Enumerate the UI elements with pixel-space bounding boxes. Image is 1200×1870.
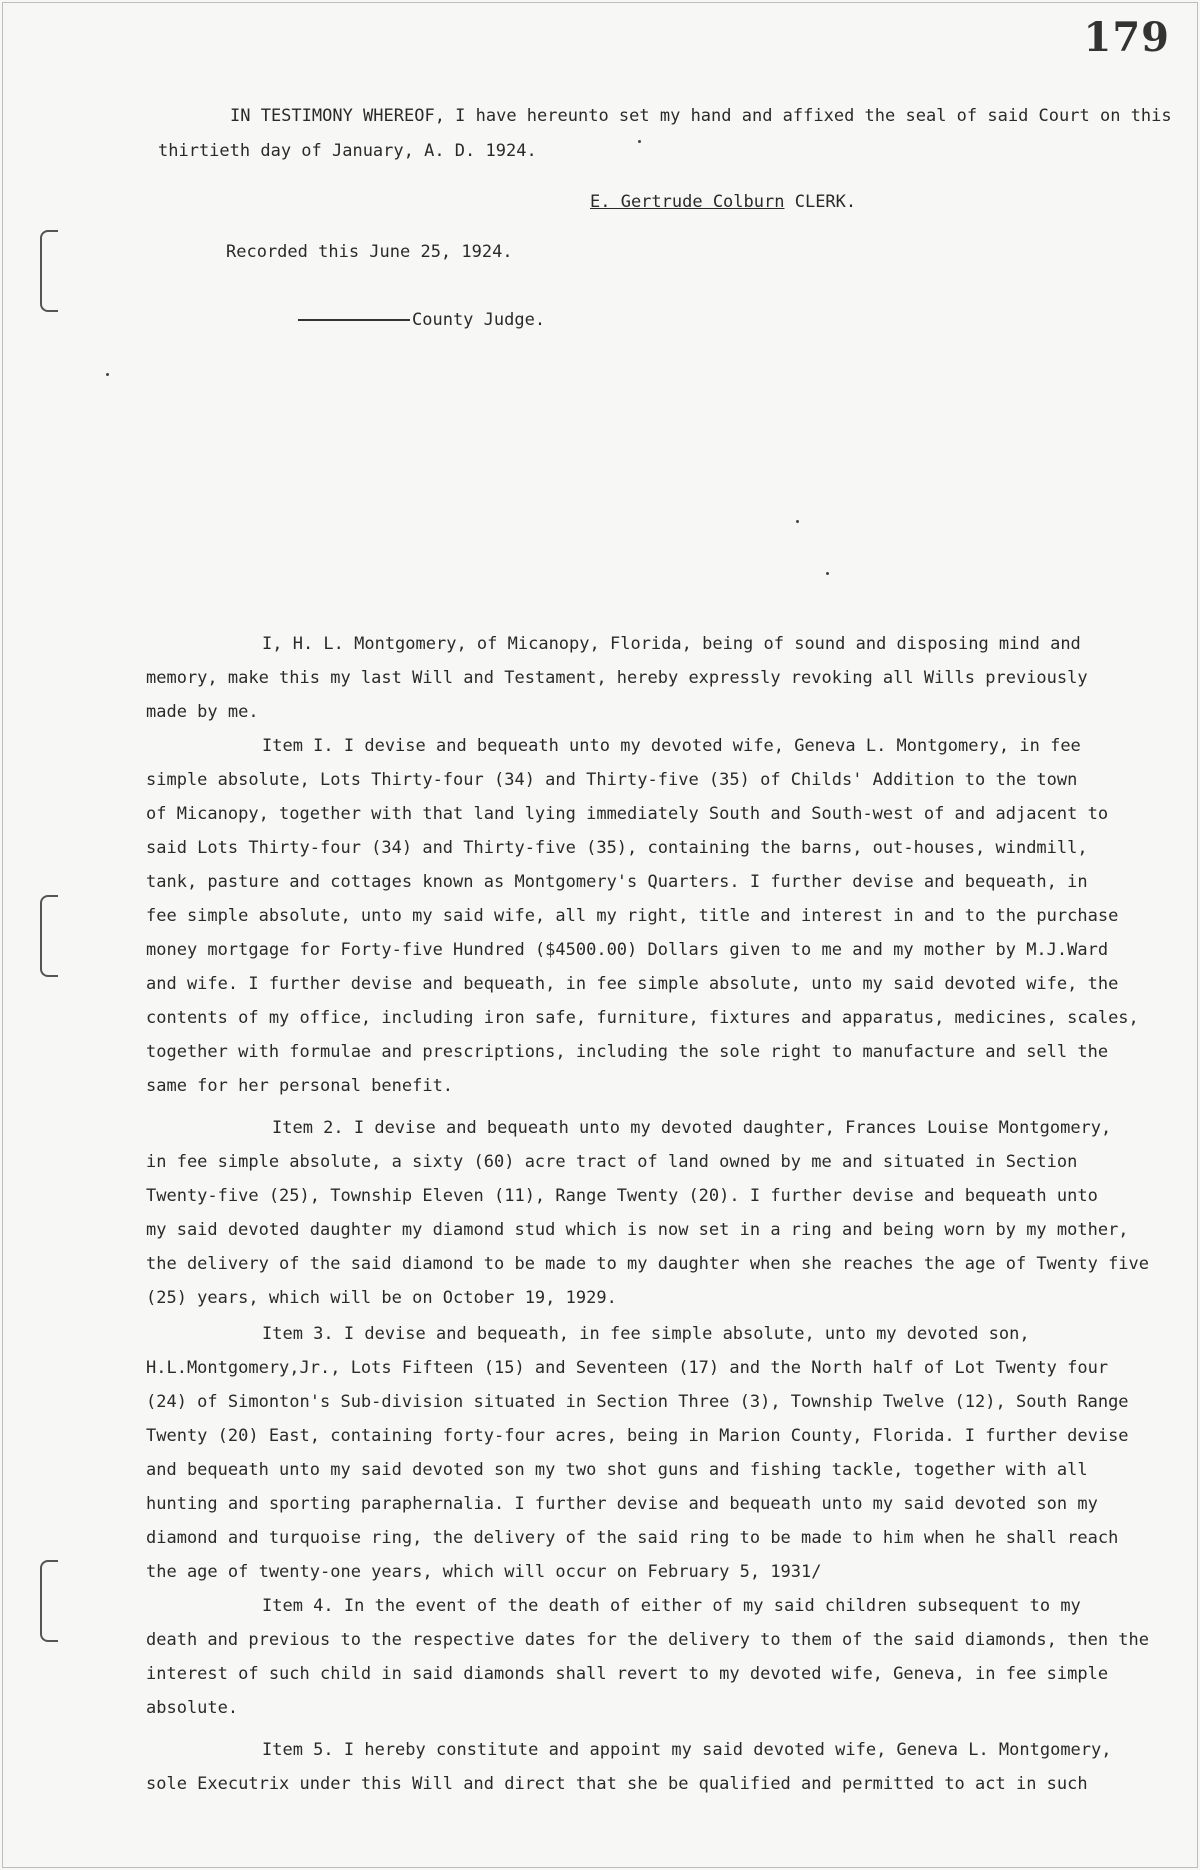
testimony-line-2: thirtieth day of January, A. D. 1924. — [158, 141, 537, 161]
margin-bracket — [40, 895, 58, 977]
will-line: Item 4. In the event of the death of either of my said children subsequent to my — [262, 1596, 1081, 1616]
will-line: tank, pasture and cottages known as Montgomery's Quarters. I further devise and bequeath, in — [146, 872, 1088, 892]
clerk-title: CLERK. — [794, 192, 857, 212]
will-line: and bequeath unto my said devoted son my two shot guns and fishing tackle, together with all — [146, 1460, 1088, 1480]
will-line: of Micanopy, together with that land lying immediately South and South-west of and adjacent to — [146, 804, 1109, 824]
will-line: H.L.Montgomery,Jr., Lots Fifteen (15) and Seventeen (17) and the North half of Lot Twenty four — [146, 1358, 1109, 1378]
testimony-line-1: IN TESTIMONY WHEREOF, I have hereunto set my hand and affixed the seal of said Court on this — [230, 106, 1172, 126]
will-line: Item 5. I hereby constitute and appoint my said devoted wife, Geneva L. Montgomery, — [262, 1740, 1112, 1760]
will-line: same for her personal benefit. — [146, 1076, 454, 1096]
will-line: contents of my office, including iron safe, furniture, fixtures and apparatus, medicines, scales, — [146, 1008, 1139, 1028]
will-line: in fee simple absolute, a sixty (60) acre tract of land owned by me and situated in Section — [146, 1152, 1078, 1172]
page-number: 179 — [1083, 14, 1170, 61]
will-line: death and previous to the respective dates for the delivery to them of the said diamonds, then the — [146, 1630, 1150, 1650]
clerk-signature: E. Gertrude Colburn — [590, 192, 785, 212]
will-line: together with formulae and prescriptions, including the sole right to manufacture and sell the — [146, 1042, 1109, 1062]
recorded-date: Recorded this June 25, 1924. — [226, 242, 513, 262]
county-judge-signature-line — [298, 310, 545, 330]
will-line: said Lots Thirty-four (34) and Thirty-five (35), containing the barns, out-houses, windmill, — [146, 838, 1088, 858]
will-line: money mortgage for Forty-five Hundred ($4500.00) Dollars given to me and my mother by M.J.Ward — [146, 940, 1109, 960]
will-line: (24) of Simonton's Sub-division situated in Section Three (3), Township Twelve (12), South Range — [146, 1392, 1129, 1412]
scan-speck — [796, 520, 799, 523]
will-line: simple absolute, Lots Thirty-four (34) and Thirty-five (35) of Childs' Addition to the town — [146, 770, 1078, 790]
will-line: made by me. — [146, 702, 259, 722]
will-line: Item 3. I devise and bequeath, in fee simple absolute, unto my devoted son, — [262, 1324, 1030, 1344]
will-line: Twenty-five (25), Township Eleven (11), Range Twenty (20). I further devise and bequeath unto — [146, 1186, 1098, 1206]
margin-bracket — [40, 1560, 58, 1642]
will-line: the age of twenty-one years, which will occur on February 5, 1931/ — [146, 1562, 822, 1582]
will-line: fee simple absolute, unto my said wife, all my right, title and interest in and to the purchase — [146, 906, 1119, 926]
will-line: sole Executrix under this Will and direct that she be qualified and permitted to act in such — [146, 1774, 1088, 1794]
signature-rule — [298, 319, 410, 321]
will-line: Item 2. I devise and bequeath unto my devoted daughter, Frances Louise Montgomery, — [272, 1118, 1112, 1138]
scan-border — [2, 2, 1198, 1868]
will-line: I, H. L. Montgomery, of Micanopy, Florida, being of sound and disposing mind and — [262, 634, 1081, 654]
scan-speck — [638, 140, 641, 143]
will-line: absolute. — [146, 1698, 239, 1718]
will-line: and wife. I further devise and bequeath, in fee simple absolute, unto my said devoted wife, the — [146, 974, 1119, 994]
scan-speck — [826, 572, 829, 575]
will-line: my said devoted daughter my diamond stud which is now set in a ring and being worn by my mother, — [146, 1220, 1129, 1240]
will-line: the delivery of the said diamond to be made to my daughter when she reaches the age of Twenty five — [146, 1254, 1150, 1274]
will-line: Twenty (20) East, containing forty-four acres, being in Marion County, Florida. I further devise — [146, 1426, 1129, 1446]
will-line: Item I. I devise and bequeath unto my devoted wife, Geneva L. Montgomery, in fee — [262, 736, 1081, 756]
will-line: hunting and sporting paraphernalia. I further devise and bequeath unto my said devoted son my — [146, 1494, 1098, 1514]
will-line: memory, make this my last Will and Testament, hereby expressly revoking all Wills previously — [146, 668, 1088, 688]
scan-speck — [106, 373, 109, 376]
county-judge-label: County Judge. — [412, 310, 546, 330]
will-line: (25) years, which will be on October 19, 1929. — [146, 1288, 617, 1308]
clerk-signature-line — [590, 192, 856, 212]
will-line: interest of such child in said diamonds shall revert to my devoted wife, Geneva, in fee simple — [146, 1664, 1109, 1684]
margin-bracket — [40, 230, 58, 312]
will-line: diamond and turquoise ring, the delivery of the said ring to be made to him when he shall reach — [146, 1528, 1119, 1548]
